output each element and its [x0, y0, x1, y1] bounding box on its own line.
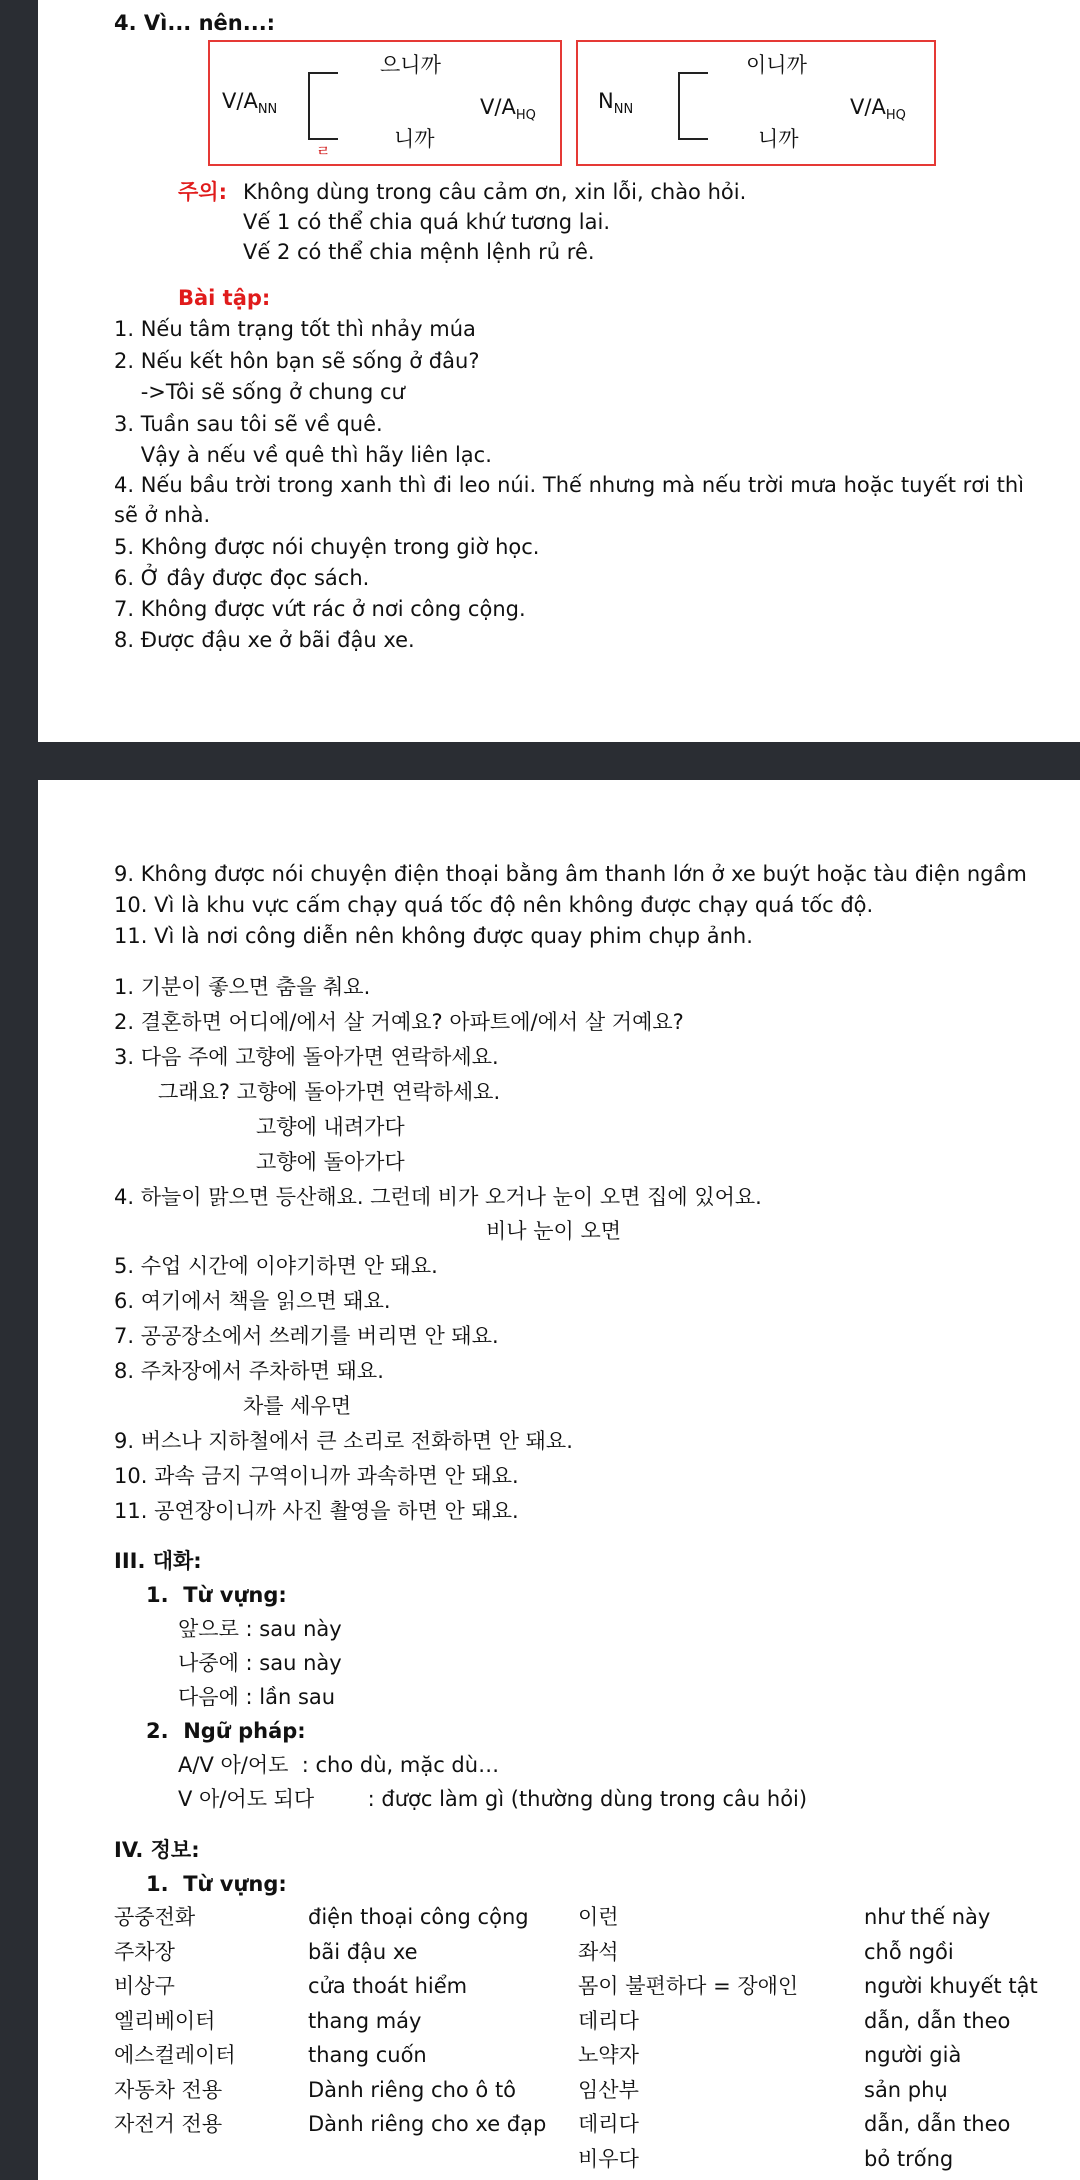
exercise-line: 3. Tuần sau tôi sẽ về quê. — [114, 412, 383, 436]
exercise-line: 4. Nếu bầu trời trong xanh thì đi leo núi. Thế nhưng mà nếu trời mưa hoặc tuyết rơi thì — [114, 473, 1025, 497]
strike-mark: ㄹ — [316, 142, 331, 160]
vocab-line: 앞으로 : sau này — [178, 1617, 342, 1641]
vocab-cell: chỗ ngồi — [864, 1939, 954, 1964]
section-heading: 4. Vì... nên...: — [114, 11, 276, 35]
exercise-title: Bài tập: — [178, 286, 271, 310]
vocab-line: 다음에 : lần sau — [178, 1685, 336, 1709]
box-top-ending: 이니까 — [746, 53, 807, 77]
vocab-cell: 이런 — [578, 1905, 619, 1929]
vocab-cell: 자동차 전용 — [114, 2077, 223, 2102]
section-heading: IV. 정보: — [114, 1838, 200, 1862]
vocab-cell: thang cuốn — [308, 2043, 427, 2067]
box-left-label: $V/A_{NN}$ — [222, 89, 278, 118]
vocab-cell: bãi đậu xe — [308, 1939, 418, 1964]
korean-line: 고향에 내려가다 — [256, 1115, 405, 1139]
vocab-cell: 데리다 — [578, 2008, 639, 2033]
grammar-box-va — [208, 40, 562, 166]
vocab-cell: 공중전화 — [114, 1905, 196, 1929]
vocab-cell: người già — [864, 2043, 962, 2067]
korean-line: 1. 기분이 좋으면 춤을 춰요. — [114, 975, 371, 999]
vocab-cell: 데리다 — [578, 2112, 639, 2136]
note-label: 주의: — [178, 180, 227, 204]
exercise-line: 11. Vì là nơi công diễn nên không được quay phim chụp ảnh. — [114, 924, 753, 948]
vocab-cell: 엘리베이터 — [114, 2008, 216, 2033]
box-left-label: $N_{NN}$ — [598, 89, 634, 118]
vocab-cell: dẫn, dẫn theo — [864, 2112, 1011, 2136]
vocab-cell: 임산부 — [578, 2077, 639, 2102]
exercise-line: 9. Không được nói chuyện điện thoại bằng âm thanh lớn ở xe buýt hoặc tàu điện ngầm — [114, 862, 1027, 886]
vocab-cell: Dành riêng cho xe đạp — [308, 2112, 547, 2136]
vocab-cell: cửa thoát hiểm — [308, 1974, 468, 1998]
box-bottom-ending: 니까 — [758, 127, 799, 151]
box-right-label: $V/A_{HQ}$ — [850, 95, 906, 124]
vocab-cell: như thế này — [864, 1905, 991, 1929]
korean-line: 8. 주차장에서 주차하면 돼요. — [114, 1359, 384, 1383]
note-line: Vế 1 có thể chia quá khứ tương lai. — [243, 210, 610, 234]
exercise-line: ->Tôi sẽ sống ở chung cư — [114, 380, 405, 404]
box-bottom-ending: 니까 — [394, 127, 435, 151]
document-page-1 — [38, 0, 1080, 742]
bracket-shape — [308, 72, 338, 140]
vocab-cell: bỏ trống — [864, 2146, 954, 2171]
vocab-cell: điện thoại công cộng — [308, 1905, 529, 1929]
korean-line: 비나 눈이 오면 — [486, 1219, 622, 1243]
bracket-shape — [678, 72, 708, 140]
korean-line: 고향에 돌아가다 — [256, 1150, 405, 1174]
note-line: Không dùng trong câu cảm ơn, xin lỗi, chào hỏi. — [243, 180, 747, 204]
korean-line: 3. 다음 주에 고향에 돌아가면 연락하세요. — [114, 1045, 499, 1069]
vocab-cell: dẫn, dẫn theo — [864, 2008, 1011, 2033]
exercise-line: 7. Không được vứt rác ở nơi công cộng. — [114, 597, 526, 621]
vocab-cell: Dành riêng cho ô tô — [308, 2077, 517, 2102]
korean-line: 6. 여기에서 책을 읽으면 돼요. — [114, 1289, 391, 1313]
exercise-line: 1. Nếu tâm trạng tốt thì nhảy múa — [114, 317, 476, 341]
grammar-line: A/V 아/어도 : cho dù, mặc dù… — [178, 1753, 500, 1777]
exercise-line: sẽ ở nhà. — [114, 503, 211, 527]
korean-line: 7. 공공장소에서 쓰레기를 버리면 안 돼요. — [114, 1324, 499, 1348]
korean-line: 차를 세우면 — [243, 1394, 352, 1418]
exercise-line: 2. Nếu kết hôn bạn sẽ sống ở đâu? — [114, 349, 480, 373]
exercise-line: 6. Ở đây được đọc sách. — [114, 566, 370, 590]
exercise-line: Vậy à nếu về quê thì hãy liên lạc. — [114, 443, 492, 467]
vocab-cell: 좌석 — [578, 1939, 619, 1964]
box-top-ending: 으니까 — [380, 53, 441, 77]
grammar-line: V 아/어도 되다 : được làm gì (thường dùng trong câu hỏi) — [178, 1787, 808, 1811]
vocab-cell: 비상구 — [114, 1974, 175, 1998]
section-heading: III. 대화: — [114, 1549, 202, 1573]
vocab-cell: 자전거 전용 — [114, 2112, 223, 2136]
exercise-line: 10. Vì là khu vực cấm chạy quá tốc độ nên không được chạy quá tốc độ. — [114, 893, 874, 917]
vocab-cell: 비우다 — [578, 2146, 639, 2171]
vocab-cell: thang máy — [308, 2008, 422, 2033]
exercise-line: 5. Không được nói chuyện trong giờ học. — [114, 535, 540, 559]
korean-line: 10. 과속 금지 구역이니까 과속하면 안 돼요. — [114, 1464, 519, 1488]
vocab-line: 나중에 : sau này — [178, 1651, 342, 1675]
exercise-line: 8. Được đậu xe ở bãi đậu xe. — [114, 628, 415, 652]
vocab-cell: 몸이 불편하다 = 장애인 — [578, 1974, 799, 1998]
box-right-label: $V/A_{HQ}$ — [480, 95, 536, 124]
vocab-cell: 주차장 — [114, 1939, 175, 1964]
vocab-cell: 노약자 — [578, 2043, 639, 2067]
subsection-heading: 1. Từ vựng: — [146, 1583, 287, 1607]
subsection-heading: 2. Ngữ pháp: — [146, 1719, 306, 1743]
note-line: Vế 2 có thể chia mệnh lệnh rủ rê. — [243, 240, 595, 264]
korean-line: 9. 버스나 지하철에서 큰 소리로 전화하면 안 돼요. — [114, 1429, 573, 1453]
vocab-cell: 에스컬레이터 — [114, 2043, 236, 2067]
korean-line: 그래요? 고향에 돌아가면 연락하세요. — [158, 1080, 501, 1104]
vocab-cell: sản phụ — [864, 2077, 948, 2102]
korean-line: 4. 하늘이 맑으면 등산해요. 그런데 비가 오거나 눈이 오면 집에 있어요. — [114, 1185, 762, 1209]
korean-line: 5. 수업 시간에 이야기하면 안 돼요. — [114, 1254, 438, 1278]
vocab-cell: người khuyết tật — [864, 1974, 1038, 1998]
document-page-2 — [38, 780, 1080, 2180]
subsection-heading: 1. Từ vựng: — [146, 1872, 287, 1896]
korean-line: 11. 공연장이니까 사진 촬영을 하면 안 돼요. — [114, 1499, 519, 1523]
grammar-box-n — [576, 40, 936, 166]
korean-line: 2. 결혼하면 어디에/에서 살 거예요? 아파트에/에서 살 거예요? — [114, 1010, 684, 1034]
